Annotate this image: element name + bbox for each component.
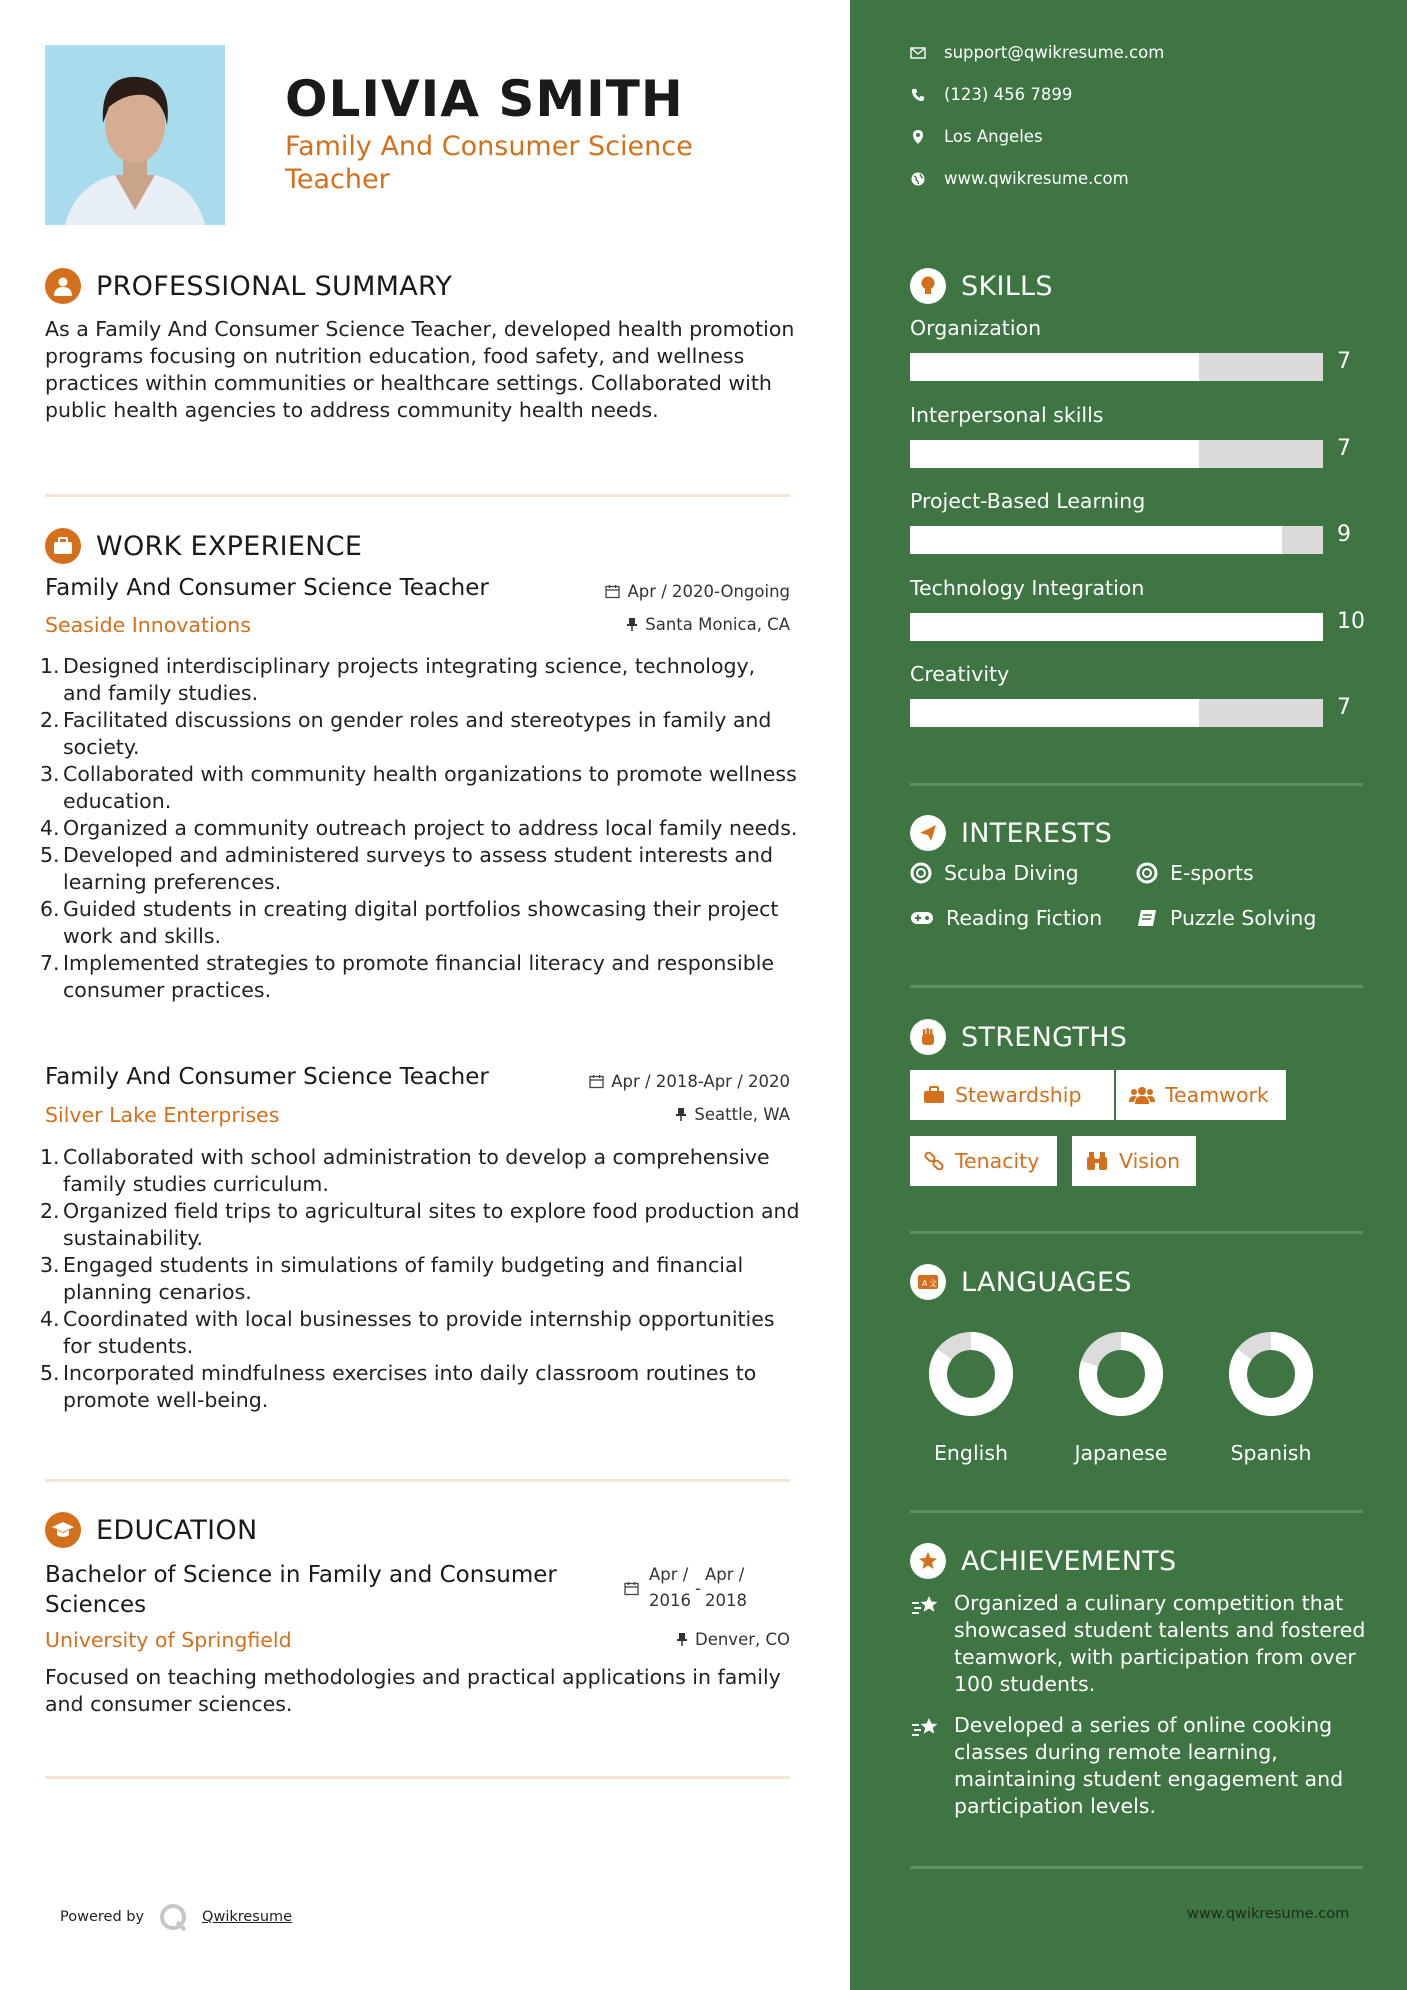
divider: [45, 1479, 790, 1482]
start-year: 2016: [649, 1591, 691, 1610]
bullet-number: 3.: [40, 1253, 60, 1277]
bullet-text: Collaborated with community health organizations to promote wellness education.: [63, 762, 797, 813]
bullet-text: Organized field trips to agricultural sites to explore food production and sustainability.: [63, 1199, 800, 1250]
skill-bar-fill: [910, 526, 1282, 554]
education-heading: [45, 1512, 257, 1548]
job-date-text: Apr / 2018-Apr / 2020: [611, 1072, 790, 1091]
strength-label: Stewardship: [955, 1083, 1082, 1107]
interest-label: Scuba Diving: [944, 861, 1079, 885]
shooting-star-icon: [910, 1593, 942, 1619]
job-title: Family And Consumer Science Teacher: [45, 1064, 489, 1090]
bullet-number: 4.: [40, 816, 60, 840]
email-text: support@qwikresume.com: [944, 43, 1165, 62]
achievements-heading: [910, 1543, 1177, 1579]
graduation-cap-icon: [45, 1512, 81, 1548]
education-location: [676, 1630, 790, 1649]
bullet-item: [40, 950, 800, 1004]
lightbulb-icon: [910, 268, 946, 304]
profile-photo: [45, 45, 225, 225]
job-location: [626, 615, 790, 634]
map-marker-icon: [910, 129, 926, 145]
bullet-item: [40, 1360, 800, 1414]
achievement-item: [910, 1590, 1370, 1698]
bullet-item: [40, 815, 800, 842]
bullet-number: 3.: [40, 762, 60, 786]
bullet-number: 1.: [40, 1145, 60, 1169]
interest-label: E-sports: [1170, 861, 1254, 885]
skill-label: Project-Based Learning: [910, 489, 1146, 513]
education-location-text: Denver, CO: [694, 1630, 790, 1649]
life-ring-icon: [1136, 862, 1158, 884]
bullet-item: [40, 761, 800, 815]
calendar-icon: [624, 1581, 639, 1596]
footer-website[interactable]: www.qwikresume.com: [1187, 1906, 1350, 1922]
skill-value: 10: [1337, 608, 1365, 634]
job-location-text: Seattle, WA: [694, 1105, 790, 1124]
language-label: Japanese: [1074, 1441, 1168, 1465]
language-label: English: [933, 1441, 1009, 1465]
bullet-text: Implemented strategies to promote financial literacy and responsible consumer practices.: [63, 951, 775, 1002]
divider: [45, 494, 790, 497]
bullet-number: 5.: [40, 1361, 60, 1385]
languages-title: LANGUAGES: [961, 1266, 1132, 1298]
contact-website[interactable]: [910, 169, 1129, 188]
strength-badge: [1116, 1070, 1286, 1120]
candidate-title: Family And Consumer Science Teacher: [285, 131, 693, 195]
interests-heading: [910, 815, 1112, 851]
bullet-item: [40, 842, 800, 896]
skill-bar-fill: [910, 440, 1199, 468]
strength-badge: [910, 1070, 1114, 1120]
achievements-title: ACHIEVEMENTS: [961, 1545, 1177, 1577]
end-year: 2018: [704, 1591, 747, 1610]
svg-text:A: A: [922, 1279, 928, 1288]
summary-text: As a Family And Consumer Science Teacher, developed health promotion programs focusing on nutrition education, food safety, and wellness practices within communities or healthcare settings. Collaborated with public health agencies to address community health needs.: [45, 317, 795, 422]
divider: [910, 783, 1363, 786]
job-bullets: [40, 653, 800, 1004]
bullet-text: Engaged students in simulations of family budgeting and financial planning cenarios.: [63, 1253, 744, 1304]
summary-title: PROFESSIONAL SUMMARY: [96, 270, 453, 302]
interest-item: [910, 906, 1102, 930]
svg-text:文: 文: [929, 1279, 937, 1288]
bullet-number: 6.: [40, 897, 60, 921]
location-text: Los Angeles: [944, 127, 1043, 146]
interest-item: [1136, 906, 1316, 930]
job-date: [589, 1072, 790, 1091]
skills-title: SKILLS: [961, 270, 1053, 302]
job-date-text: Apr / 2020-Ongoing: [627, 582, 790, 601]
contact-phone[interactable]: [910, 85, 1072, 104]
job-company: Silver Lake Enterprises: [45, 1103, 280, 1127]
work-heading: [45, 528, 362, 564]
language-label: Spanish: [1230, 1441, 1312, 1465]
skill-bar: [910, 613, 1323, 641]
divider: [910, 1231, 1363, 1234]
skill-bar-fill: [910, 353, 1199, 381]
job-company: Seaside Innovations: [45, 613, 251, 637]
education-description: Focused on teaching methodologies and practical applications in family and consumer sciences.: [45, 1665, 781, 1716]
link-icon: [923, 1151, 945, 1171]
bullet-item: [40, 653, 800, 707]
skill-label: Organization: [910, 316, 1042, 340]
education-title: EDUCATION: [96, 1514, 258, 1546]
skill-bar: [910, 440, 1323, 468]
strength-label: Tenacity: [955, 1149, 1040, 1173]
candidate-name: OLIVIA SMITH: [285, 70, 684, 128]
bullet-item: [40, 1306, 800, 1360]
bullet-number: 1.: [40, 654, 60, 678]
skill-bar-fill: [910, 613, 1323, 641]
skill-label: Interpersonal skills: [910, 402, 1104, 427]
website-text: www.qwikresume.com: [944, 169, 1129, 188]
skill-bar: [910, 699, 1323, 727]
bullet-text: Designed interdisciplinary projects integrating science, technology, and family studies.: [63, 654, 756, 705]
bullet-text: Facilitated discussions on gender roles and stereotypes in family and society.: [63, 708, 772, 759]
job-location-text: Santa Monica, CA: [645, 615, 790, 634]
briefcase-icon: [45, 528, 81, 564]
hand-icon: [910, 1019, 946, 1055]
skill-bar-fill: [910, 699, 1199, 727]
bullet-text: Coordinated with local businesses to provide internship opportunities for students.: [63, 1307, 775, 1358]
bullet-item: [40, 1252, 800, 1306]
divider: [910, 985, 1363, 988]
education-date: [624, 1562, 747, 1614]
language-donut: [1076, 1329, 1166, 1419]
bullet-text: Guided students in creating digital portfolios showcasing their project work and skills.: [63, 897, 779, 948]
strength-badge: [1072, 1136, 1196, 1186]
bullet-number: 5.: [40, 843, 60, 867]
skill-value: 7: [1337, 349, 1351, 374]
briefcase-icon: [923, 1086, 945, 1104]
strength-badge: [910, 1136, 1057, 1186]
skill-bar: [910, 353, 1323, 381]
interests-title: INTERESTS: [961, 817, 1113, 849]
degree: Bachelor of Science in Family and Consumer Sciences: [45, 1562, 557, 1618]
user-icon: [45, 268, 81, 304]
skill-label: Creativity: [910, 662, 1010, 686]
strength-label: Teamwork: [1165, 1083, 1269, 1107]
contact-location: [910, 127, 1043, 146]
calendar-icon: [605, 584, 620, 599]
calendar-icon: [589, 1074, 604, 1089]
pin-icon: [626, 617, 638, 632]
envelope-icon: [910, 47, 926, 59]
interest-item: [1136, 861, 1254, 885]
start-month: Apr /: [649, 1565, 689, 1584]
bullet-text: Organized a community outreach project to address local family needs.: [63, 816, 798, 840]
interest-item: [910, 861, 1079, 885]
qwikresume-link[interactable]: Qwikresume: [202, 1909, 293, 1925]
skill-value: 9: [1337, 522, 1351, 547]
qwikresume-logo-icon: [158, 1902, 190, 1932]
languages-heading: [910, 1264, 1132, 1300]
divider: [910, 1510, 1363, 1513]
pin-icon: [675, 1107, 687, 1122]
bullet-text: Collaborated with school administration to develop a comprehensive family studies curriculum.: [63, 1145, 770, 1196]
paper-plane-icon: [910, 815, 946, 851]
skill-label: Technology Integration: [910, 575, 1145, 600]
skill-bar: [910, 526, 1323, 554]
bullet-text: Incorporated mindfulness exercises into daily classroom routines to promote well-being.: [63, 1361, 757, 1412]
bullet-text: Developed and administered surveys to assess student interests and learning preferences.: [63, 843, 773, 894]
phone-text: (123) 456 7899: [944, 85, 1073, 104]
summary-heading: [45, 268, 452, 304]
skill-value: 7: [1337, 695, 1351, 720]
bullet-item: [40, 707, 800, 761]
school: University of Springfield: [45, 1628, 292, 1652]
gamepad-icon: [910, 910, 934, 926]
skills-heading: [910, 268, 1053, 304]
life-ring-icon: [910, 862, 932, 884]
language-item: [1061, 1329, 1181, 1465]
contact-email[interactable]: [910, 43, 1164, 62]
work-title: WORK EXPERIENCE: [96, 530, 363, 562]
strength-label: Vision: [1119, 1149, 1181, 1173]
bullet-item: [40, 1198, 800, 1252]
language-icon: [910, 1264, 946, 1300]
strengths-heading: [910, 1019, 1127, 1055]
language-item: [1211, 1329, 1331, 1465]
job-date: [605, 582, 790, 601]
language-item: [911, 1329, 1031, 1465]
skill-value: 7: [1337, 435, 1351, 461]
pin-icon: [676, 1632, 688, 1647]
language-donut: [1226, 1329, 1316, 1419]
achievement-text: Developed a series of online cooking classes during remote learning, maintaining student engagement and participation levels.: [954, 1713, 1344, 1818]
bullet-number: 4.: [40, 1307, 60, 1331]
shooting-star-icon: [910, 1715, 942, 1741]
bullet-item: [40, 896, 800, 950]
binoculars-icon: [1085, 1151, 1109, 1171]
job-bullets: [40, 1144, 800, 1414]
bullet-number: 7.: [40, 951, 60, 975]
bullet-number: 2.: [40, 1199, 60, 1223]
divider: [910, 1866, 1363, 1869]
strengths-title: STRENGTHS: [961, 1021, 1128, 1053]
bullet-number: 2.: [40, 708, 60, 732]
bullet-item: [40, 1144, 800, 1198]
language-donut: [926, 1329, 1016, 1419]
book-icon: [1136, 908, 1158, 928]
powered-by-text: Powered by: [60, 1909, 145, 1925]
phone-icon: [910, 88, 926, 102]
divider: [45, 1776, 790, 1779]
achievement-text: Organized a culinary competition that showcased student talents and fostered teamwork, with participation from over 100 students.: [954, 1591, 1366, 1696]
job-title: Family And Consumer Science Teacher: [45, 575, 489, 601]
job-location: [675, 1105, 790, 1124]
globe-icon: [910, 171, 926, 187]
star-icon: [910, 1543, 946, 1579]
powered-by: [60, 1902, 292, 1932]
achievement-item: [910, 1712, 1370, 1820]
interest-label: Puzzle Solving: [1170, 906, 1317, 930]
interest-label: Reading Fiction: [946, 906, 1103, 930]
users-icon: [1129, 1085, 1155, 1105]
end-month: Apr /: [704, 1565, 745, 1584]
date-separator: -: [695, 1578, 701, 1598]
